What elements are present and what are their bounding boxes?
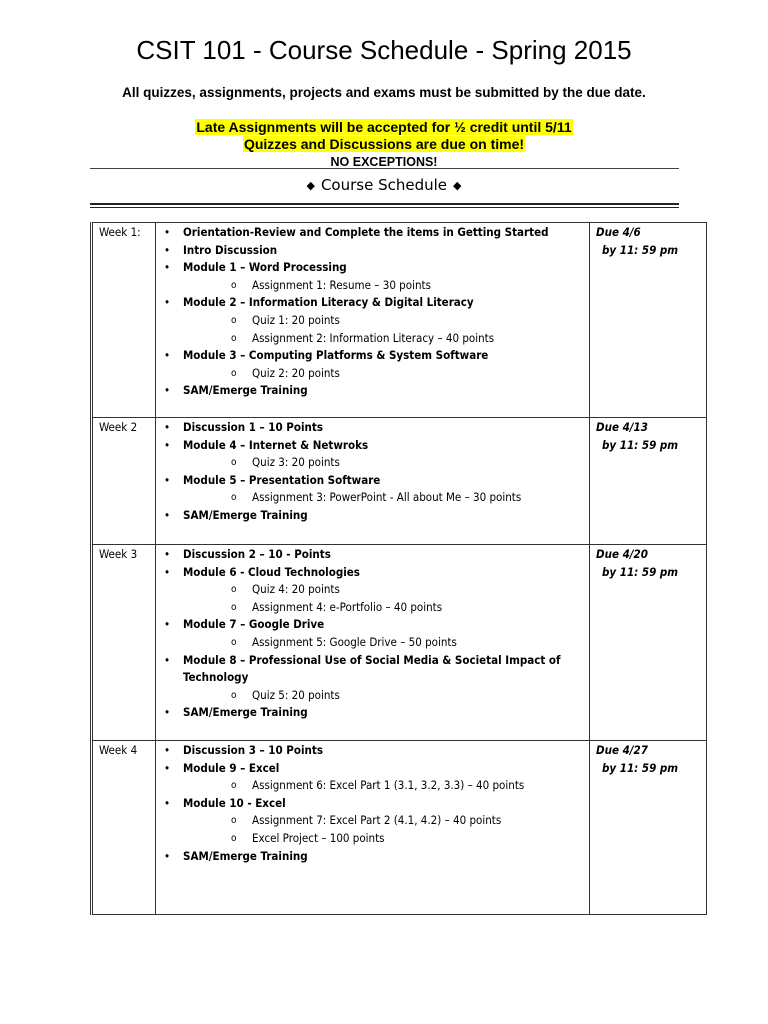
- bullet-icon: •: [164, 705, 171, 720]
- section-heading-text: Course Schedule: [320, 176, 448, 194]
- circle-bullet-icon: o: [231, 832, 237, 844]
- bullet-icon: •: [164, 547, 171, 561]
- due-date: [590, 418, 707, 545]
- due-time-text: by 11: 59 pm: [602, 242, 679, 257]
- circle-bullet-icon: o: [231, 780, 237, 792]
- list-item: [163, 795, 583, 813]
- subtask-text: Assignment 3: PowerPoint - All about Me – 30 points: [252, 490, 522, 505]
- bullet-icon: •: [164, 652, 171, 667]
- list-item: [163, 742, 583, 760]
- task-list: [163, 224, 583, 400]
- divider-bottom: [90, 207, 679, 208]
- list-item: [163, 616, 583, 634]
- circle-bullet-icon: o: [231, 367, 237, 379]
- circle-bullet-icon: o: [231, 636, 237, 648]
- task-text: SAM/Emerge Training: [183, 848, 308, 863]
- subtask-text: Assignment 1: Resume – 30 points: [252, 277, 431, 292]
- list-item: [163, 760, 583, 778]
- subtask-text: Quiz 2: 20 points: [252, 365, 340, 380]
- no-exceptions: NO EXCEPTIONS!: [330, 155, 438, 169]
- task-list: [163, 742, 583, 865]
- week-tasks: [156, 741, 590, 915]
- task-text: Module 1 – Word Processing: [183, 260, 347, 275]
- task-text: Orientation-Review and Complete the items in Getting Started: [183, 225, 549, 239]
- circle-bullet-icon: o: [231, 584, 237, 596]
- circle-bullet-icon: o: [231, 314, 237, 326]
- due-date-text: Due 4/27: [596, 743, 648, 757]
- due-time-text: by 11: 59 pm: [602, 760, 679, 775]
- due-time-text: by 11: 59 pm: [602, 564, 679, 579]
- schedule-table: [90, 222, 707, 915]
- list-item: [163, 419, 583, 437]
- week-tasks: [156, 545, 590, 741]
- circle-bullet-icon: o: [231, 492, 237, 504]
- subtask-text: Assignment 2: Information Literacy – 40 points: [252, 330, 495, 345]
- task-text: SAM/Emerge Training: [183, 507, 308, 522]
- table-row: [92, 223, 707, 418]
- bullet-icon: •: [164, 383, 171, 398]
- bullet-icon: •: [164, 743, 171, 757]
- sub-list-item: [163, 634, 583, 652]
- late-policy: [0, 119, 768, 171]
- list-item: [163, 294, 583, 312]
- circle-bullet-icon: o: [231, 279, 237, 291]
- list-item: [163, 507, 583, 525]
- list-item: [163, 242, 583, 260]
- task-text: Discussion 1 – 10 Points: [183, 420, 324, 434]
- list-item: [163, 224, 583, 242]
- sub-list-item: [163, 812, 583, 830]
- divider-bottom: [90, 203, 679, 205]
- table-row: [92, 545, 707, 741]
- week-label: Week 2: [92, 418, 156, 545]
- bullet-icon: •: [164, 295, 171, 310]
- list-item: [163, 347, 583, 365]
- subtask-text: Quiz 4: 20 points: [252, 582, 340, 597]
- task-text: Module 7 – Google Drive: [183, 617, 325, 632]
- due-date: [590, 545, 707, 741]
- due-date-text: Due 4/6: [596, 225, 641, 239]
- sub-list-item: [163, 489, 583, 507]
- subtask-text: Quiz 5: 20 points: [252, 687, 340, 702]
- late-policy-line-1: Late Assignments will be accepted for ½ credit until 5/11: [196, 119, 572, 135]
- subtask-text: Assignment 7: Excel Part 2 (4.1, 4.2) – 40 points: [252, 813, 502, 828]
- week-label: Week 3: [92, 545, 156, 741]
- task-text: Module 4 – Internet & Netwroks: [183, 437, 369, 452]
- bullet-icon: •: [164, 437, 171, 452]
- task-text: SAM/Emerge Training: [183, 705, 308, 720]
- circle-bullet-icon: o: [231, 689, 237, 701]
- subtask-text: Assignment 4: e-Portfolio – 40 points: [252, 599, 443, 614]
- task-text: Module 9 – Excel: [183, 760, 280, 775]
- subtask-text: Quiz 1: 20 points: [252, 312, 340, 327]
- week-tasks: [156, 418, 590, 545]
- week-label: Week 4: [92, 741, 156, 915]
- list-item: [163, 652, 583, 687]
- sub-list-item: [163, 277, 583, 295]
- diamond-icon: ◆: [306, 179, 315, 192]
- submission-policy: All quizzes, assignments, projects and exams must be submitted by the due date.: [122, 85, 646, 100]
- task-text: Module 3 – Computing Platforms & System Software: [183, 348, 489, 363]
- list-item: [163, 382, 583, 400]
- diamond-icon: ◆: [453, 179, 462, 192]
- list-item: [163, 259, 583, 277]
- task-list: [163, 419, 583, 525]
- bullet-icon: •: [164, 472, 171, 487]
- subtask-text: Excel Project – 100 points: [252, 830, 385, 845]
- task-text: SAM/Emerge Training: [183, 383, 308, 398]
- bullet-icon: •: [164, 242, 171, 257]
- due-date-text: Due 4/20: [596, 547, 648, 561]
- section-heading: [0, 176, 768, 194]
- bullet-icon: •: [164, 507, 171, 522]
- sub-list-item: [163, 599, 583, 617]
- subtask-text: Assignment 6: Excel Part 1 (3.1, 3.2, 3.3) – 40 points: [252, 778, 525, 793]
- subtask-text: Assignment 5: Google Drive – 50 points: [252, 634, 457, 649]
- sub-list-item: [163, 312, 583, 330]
- late-policy-line-2: Quizzes and Discussions are due on time!: [243, 136, 525, 152]
- task-list: [163, 546, 583, 722]
- week-label: Week 1:: [92, 223, 156, 418]
- bullet-icon: •: [164, 225, 171, 239]
- task-text: Discussion 3 – 10 Points: [183, 743, 324, 757]
- circle-bullet-icon: o: [231, 457, 237, 469]
- circle-bullet-icon: o: [231, 815, 237, 827]
- bullet-icon: •: [164, 260, 171, 275]
- circle-bullet-icon: o: [231, 601, 237, 613]
- task-text: Module 2 – Information Literacy & Digital Literacy: [183, 295, 474, 310]
- list-item: [163, 564, 583, 582]
- task-text: Module 5 – Presentation Software: [183, 472, 381, 487]
- list-item: [163, 546, 583, 564]
- bullet-icon: •: [164, 348, 171, 363]
- list-item: [163, 472, 583, 490]
- circle-bullet-icon: o: [231, 332, 237, 344]
- due-date: [590, 223, 707, 418]
- list-item: [163, 848, 583, 866]
- task-text: Module 6 - Cloud Technologies: [183, 564, 360, 579]
- sub-list-item: [163, 330, 583, 348]
- document-title: CSIT 101 - Course Schedule - Spring 2015: [136, 35, 632, 65]
- task-text: Module 8 – Professional Use of Social Media & Societal Impact of Technology: [183, 652, 561, 685]
- table-row: [92, 418, 707, 545]
- due-time-text: by 11: 59 pm: [602, 437, 679, 452]
- due-date-text: Due 4/13: [596, 420, 648, 434]
- sub-list-item: [163, 687, 583, 705]
- bullet-icon: •: [164, 795, 171, 810]
- bullet-icon: •: [164, 848, 171, 863]
- list-item: [163, 704, 583, 722]
- week-tasks: [156, 223, 590, 418]
- table-row: [92, 741, 707, 915]
- subtask-text: Quiz 3: 20 points: [252, 455, 340, 470]
- sub-list-item: [163, 830, 583, 848]
- sub-list-item: [163, 581, 583, 599]
- sub-list-item: [163, 454, 583, 472]
- bullet-icon: •: [164, 564, 171, 579]
- task-text: Module 10 - Excel: [183, 795, 286, 810]
- list-item: [163, 437, 583, 455]
- divider-top: [90, 168, 679, 169]
- sub-list-item: [163, 777, 583, 795]
- bullet-icon: •: [164, 760, 171, 775]
- sub-list-item: [163, 365, 583, 383]
- bullet-icon: •: [164, 617, 171, 632]
- due-date: [590, 741, 707, 915]
- task-text: Discussion 2 – 10 - Points: [183, 547, 331, 561]
- task-text: Intro Discussion: [183, 242, 278, 257]
- bullet-icon: •: [164, 420, 171, 434]
